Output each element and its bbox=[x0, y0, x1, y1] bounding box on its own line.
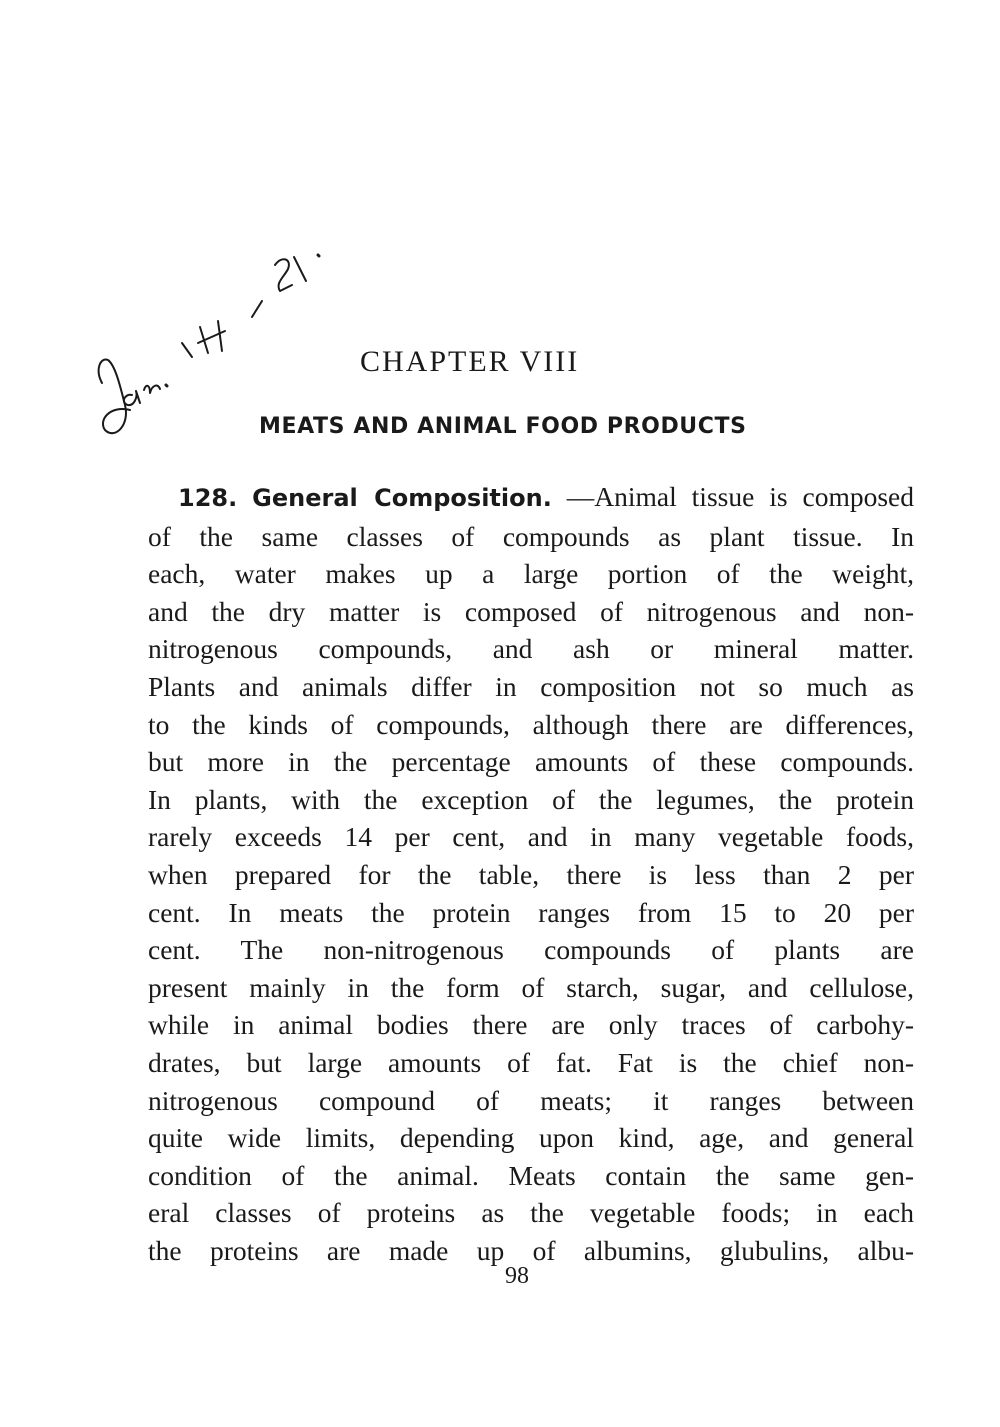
paragraph-line: nitrogenous compounds, and ash or mineral matter. bbox=[148, 633, 914, 665]
paragraph-line: quite wide limits, depending upon kind, age, and general bbox=[148, 1122, 914, 1154]
paragraph-body bbox=[148, 478, 914, 1269]
handwritten-date-drawing bbox=[70, 225, 350, 485]
paragraph-heading: General Composition. bbox=[252, 484, 552, 512]
chapter-title: CHAPTER VIII bbox=[360, 345, 580, 378]
paragraph-line: rarely exceeds 14 per cent, and in many vegetable foods, bbox=[148, 821, 914, 853]
paragraph-line: condition of the animal. Meats contain the same gen- bbox=[148, 1159, 914, 1191]
paragraph-line: the proteins are made up of albumins, glubulins, albu- bbox=[148, 1234, 914, 1266]
paragraph-line: nitrogenous compound of meats; it ranges between bbox=[148, 1084, 914, 1116]
chapter-subtitle: MEATS AND ANIMAL FOOD PRODUCTS bbox=[259, 414, 747, 439]
paragraph-line: In plants, with the exception of the legumes, the protein bbox=[148, 783, 914, 815]
paragraph-line: cent. In meats the protein ranges from 15 to 20 per bbox=[148, 896, 914, 928]
paragraph-line: cent. The non-nitrogenous compounds of plants are bbox=[148, 934, 914, 966]
paragraph-line: drates, but large amounts of fat. Fat is the chief non- bbox=[148, 1046, 914, 1078]
paragraph-line: but more in the percentage amounts of these compounds. bbox=[148, 746, 914, 778]
paragraph-line: Plants and animals differ in composition not so much as bbox=[148, 670, 914, 702]
paragraph-line: each, water makes up a large portion of the weight, bbox=[148, 558, 914, 590]
paragraph-line: Animal tissue is composed bbox=[594, 481, 914, 512]
paragraph-line: while in animal bodies there are only traces of carbohy- bbox=[148, 1009, 914, 1041]
paragraph-line: when prepared for the table, there is less than 2 per bbox=[148, 858, 914, 890]
paragraph-line: to the kinds of compounds, although there are differences, bbox=[148, 708, 914, 740]
paragraph-dash: — bbox=[551, 481, 595, 512]
paragraph-line: eral classes of proteins as the vegetable foods; in each bbox=[148, 1197, 914, 1229]
paragraph-first-line bbox=[148, 478, 914, 518]
paragraph-line: present mainly in the form of starch, sugar, and cellulose, bbox=[148, 971, 914, 1003]
handwritten-date-annotation bbox=[70, 225, 350, 485]
paragraph-line: and the dry matter is composed of nitrogenous and non- bbox=[148, 595, 914, 627]
page-number: 98 bbox=[505, 1263, 529, 1289]
paragraph-line: of the same classes of compounds as plant tissue. In bbox=[148, 520, 914, 552]
paragraph-number: 128. bbox=[178, 484, 238, 512]
